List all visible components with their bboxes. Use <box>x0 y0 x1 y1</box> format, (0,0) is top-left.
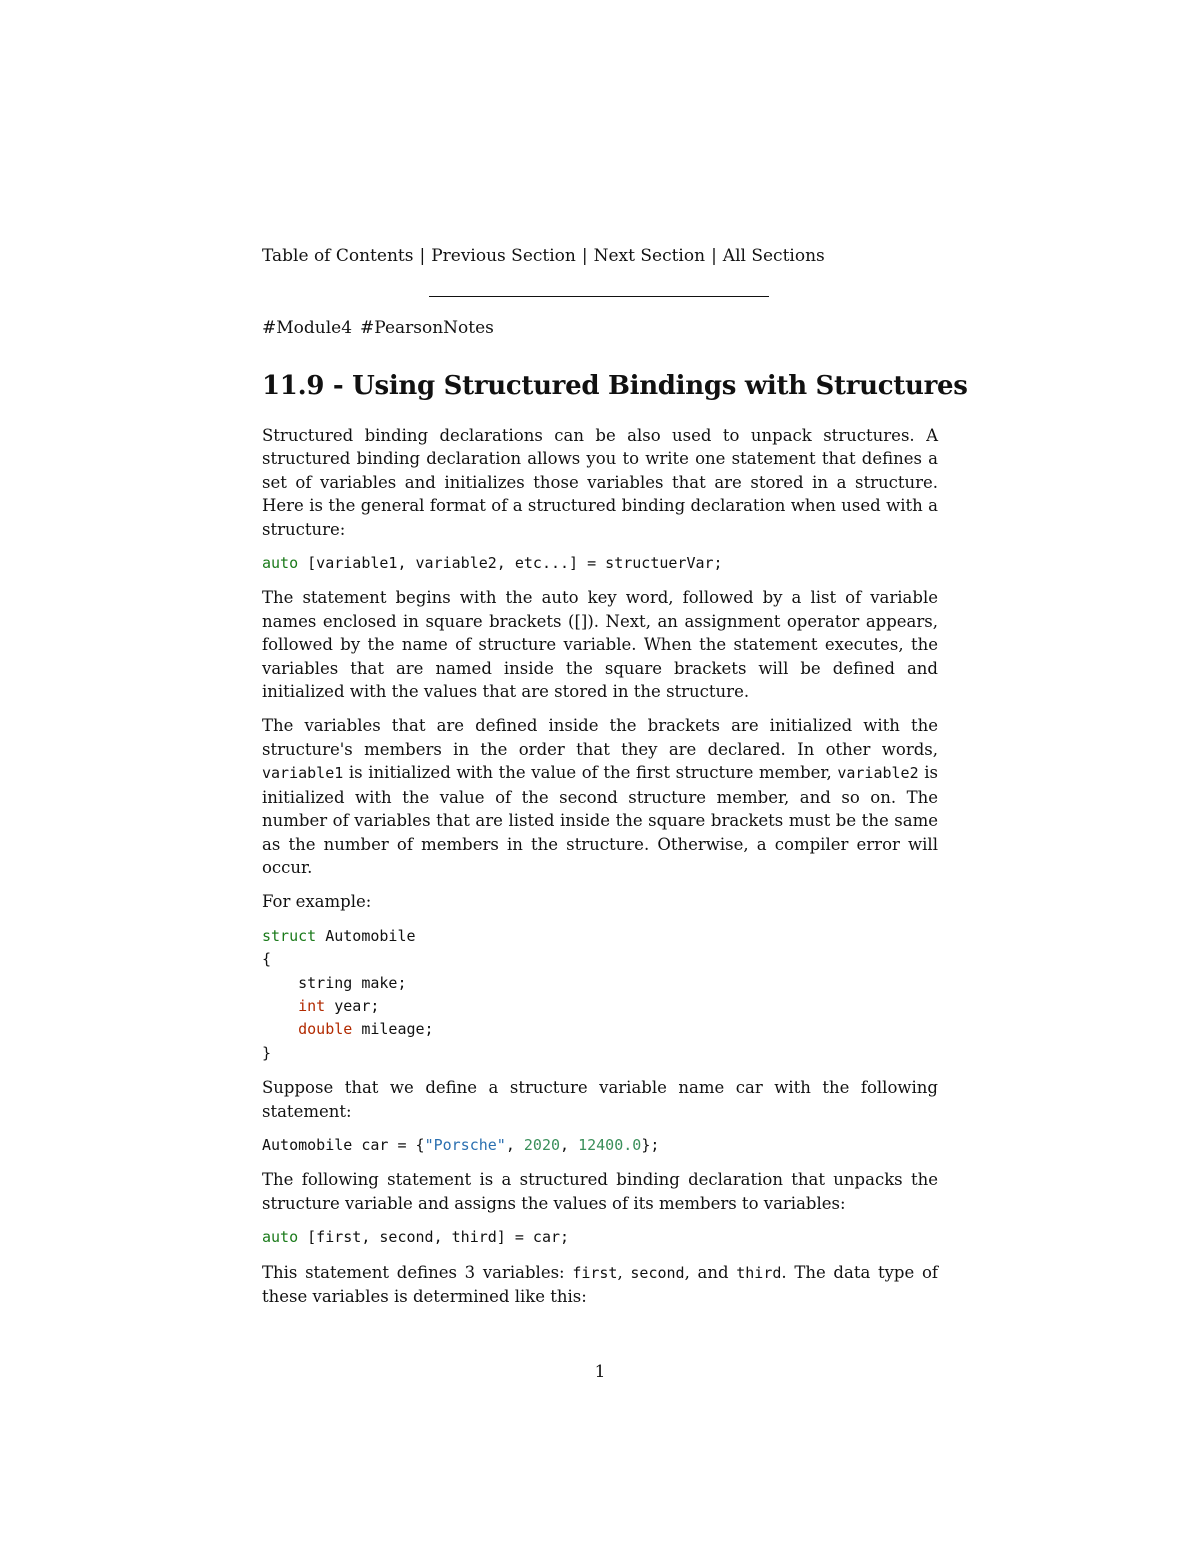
inline-code: first <box>572 1263 618 1282</box>
text-run: , <box>617 1262 631 1282</box>
code-number: 2020 <box>523 1135 561 1154</box>
code-keyword: auto <box>262 1228 299 1247</box>
text-run: The variables that are defined inside the brackets are initialized with the structure's members in the order that they are declared. In other words, <box>262 716 938 759</box>
code-text: , <box>505 1135 524 1154</box>
text-run: . The data type of these variables is determined like this: <box>262 1262 938 1306</box>
tag-module4: #Module4 <box>262 318 353 338</box>
text-run: is initialized with the value of the first structure member, <box>343 763 838 783</box>
text-run: This statement defines 3 variables: <box>262 1262 573 1282</box>
intro-paragraph: Structured binding declarations can be also used to unpack structures. A structured binding declaration allows you to write one statement that defines a set of variables and initializes those variables that are stored in a structure. Here is the general format of a structured binding declaration when used with a structure: <box>262 426 938 539</box>
car-code-block <box>262 1134 938 1157</box>
example-label: For example: <box>262 892 372 912</box>
code-text: year; <box>325 996 380 1015</box>
inline-code: variable2 <box>837 764 919 783</box>
inline-code: second <box>630 1263 685 1282</box>
code-type: int <box>298 996 326 1015</box>
binding-code-block <box>262 1226 938 1249</box>
text-run: is initialized with the value of the second structure member, and so on. The number of variables that are listed inside the square brackets must be the same as the number of members in the structure. Otherwise, a compiler error will occur. <box>262 763 938 877</box>
nav-separator: | <box>419 246 426 266</box>
tag-list <box>262 318 494 338</box>
section-navigation <box>262 246 825 266</box>
code-text: [variable1, variable2, etc...] = structuerVar; <box>298 554 723 573</box>
next-section-link[interactable]: Next Section <box>593 246 706 266</box>
code-text: }; <box>641 1135 660 1154</box>
document-page <box>262 0 968 1553</box>
section-body <box>262 424 938 1319</box>
code-text: [first, second, third] = car; <box>298 1228 570 1247</box>
page-number: 1 <box>594 1362 606 1382</box>
code-text: } <box>262 1043 272 1062</box>
inline-code: third <box>736 1263 782 1282</box>
section-heading: 11.9 - Using Structured Bindings with Structures <box>262 371 968 401</box>
horizontal-divider <box>429 296 769 297</box>
code-type: double <box>298 1020 353 1039</box>
nav-separator: | <box>581 246 588 266</box>
format-code-block <box>262 552 938 575</box>
code-string: "Porsche" <box>424 1135 506 1154</box>
defines-paragraph <box>262 1261 938 1309</box>
order-paragraph <box>262 714 938 879</box>
code-keyword: auto <box>262 554 299 573</box>
statement-paragraph: The statement begins with the auto key word, followed by a list of variable names enclosed in square brackets ([]). Next, an assignment operator appears, followed by the name of structure variable. When the statement executes, the variables that are named inside the square brackets will be defined and initialized with the values that are stored in the structure. <box>262 588 938 702</box>
text-run: , and <box>684 1262 737 1282</box>
code-text: , <box>560 1135 579 1154</box>
toc-link[interactable]: Table of Contents <box>262 246 414 266</box>
struct-code-block <box>262 925 938 1065</box>
code-text: Automobile car = { <box>262 1135 425 1154</box>
code-keyword: struct <box>262 926 317 945</box>
previous-section-link[interactable]: Previous Section <box>431 246 576 266</box>
following-paragraph: The following statement is a structured binding declaration that unpacks the structure variable and assigns the values of its members to variables: <box>262 1170 938 1213</box>
code-text: string make; <box>298 973 407 992</box>
tag-pearson-notes: #PearsonNotes <box>360 318 494 338</box>
code-number: 12400.0 <box>578 1135 642 1154</box>
code-text: { <box>262 950 272 969</box>
code-text: Automobile <box>316 926 416 945</box>
code-text: mileage; <box>352 1020 434 1039</box>
inline-code: variable1 <box>262 764 344 783</box>
all-sections-link[interactable]: All Sections <box>722 246 825 266</box>
suppose-paragraph: Suppose that we define a structure variable name car with the following statement: <box>262 1078 938 1121</box>
nav-separator: | <box>711 246 717 266</box>
